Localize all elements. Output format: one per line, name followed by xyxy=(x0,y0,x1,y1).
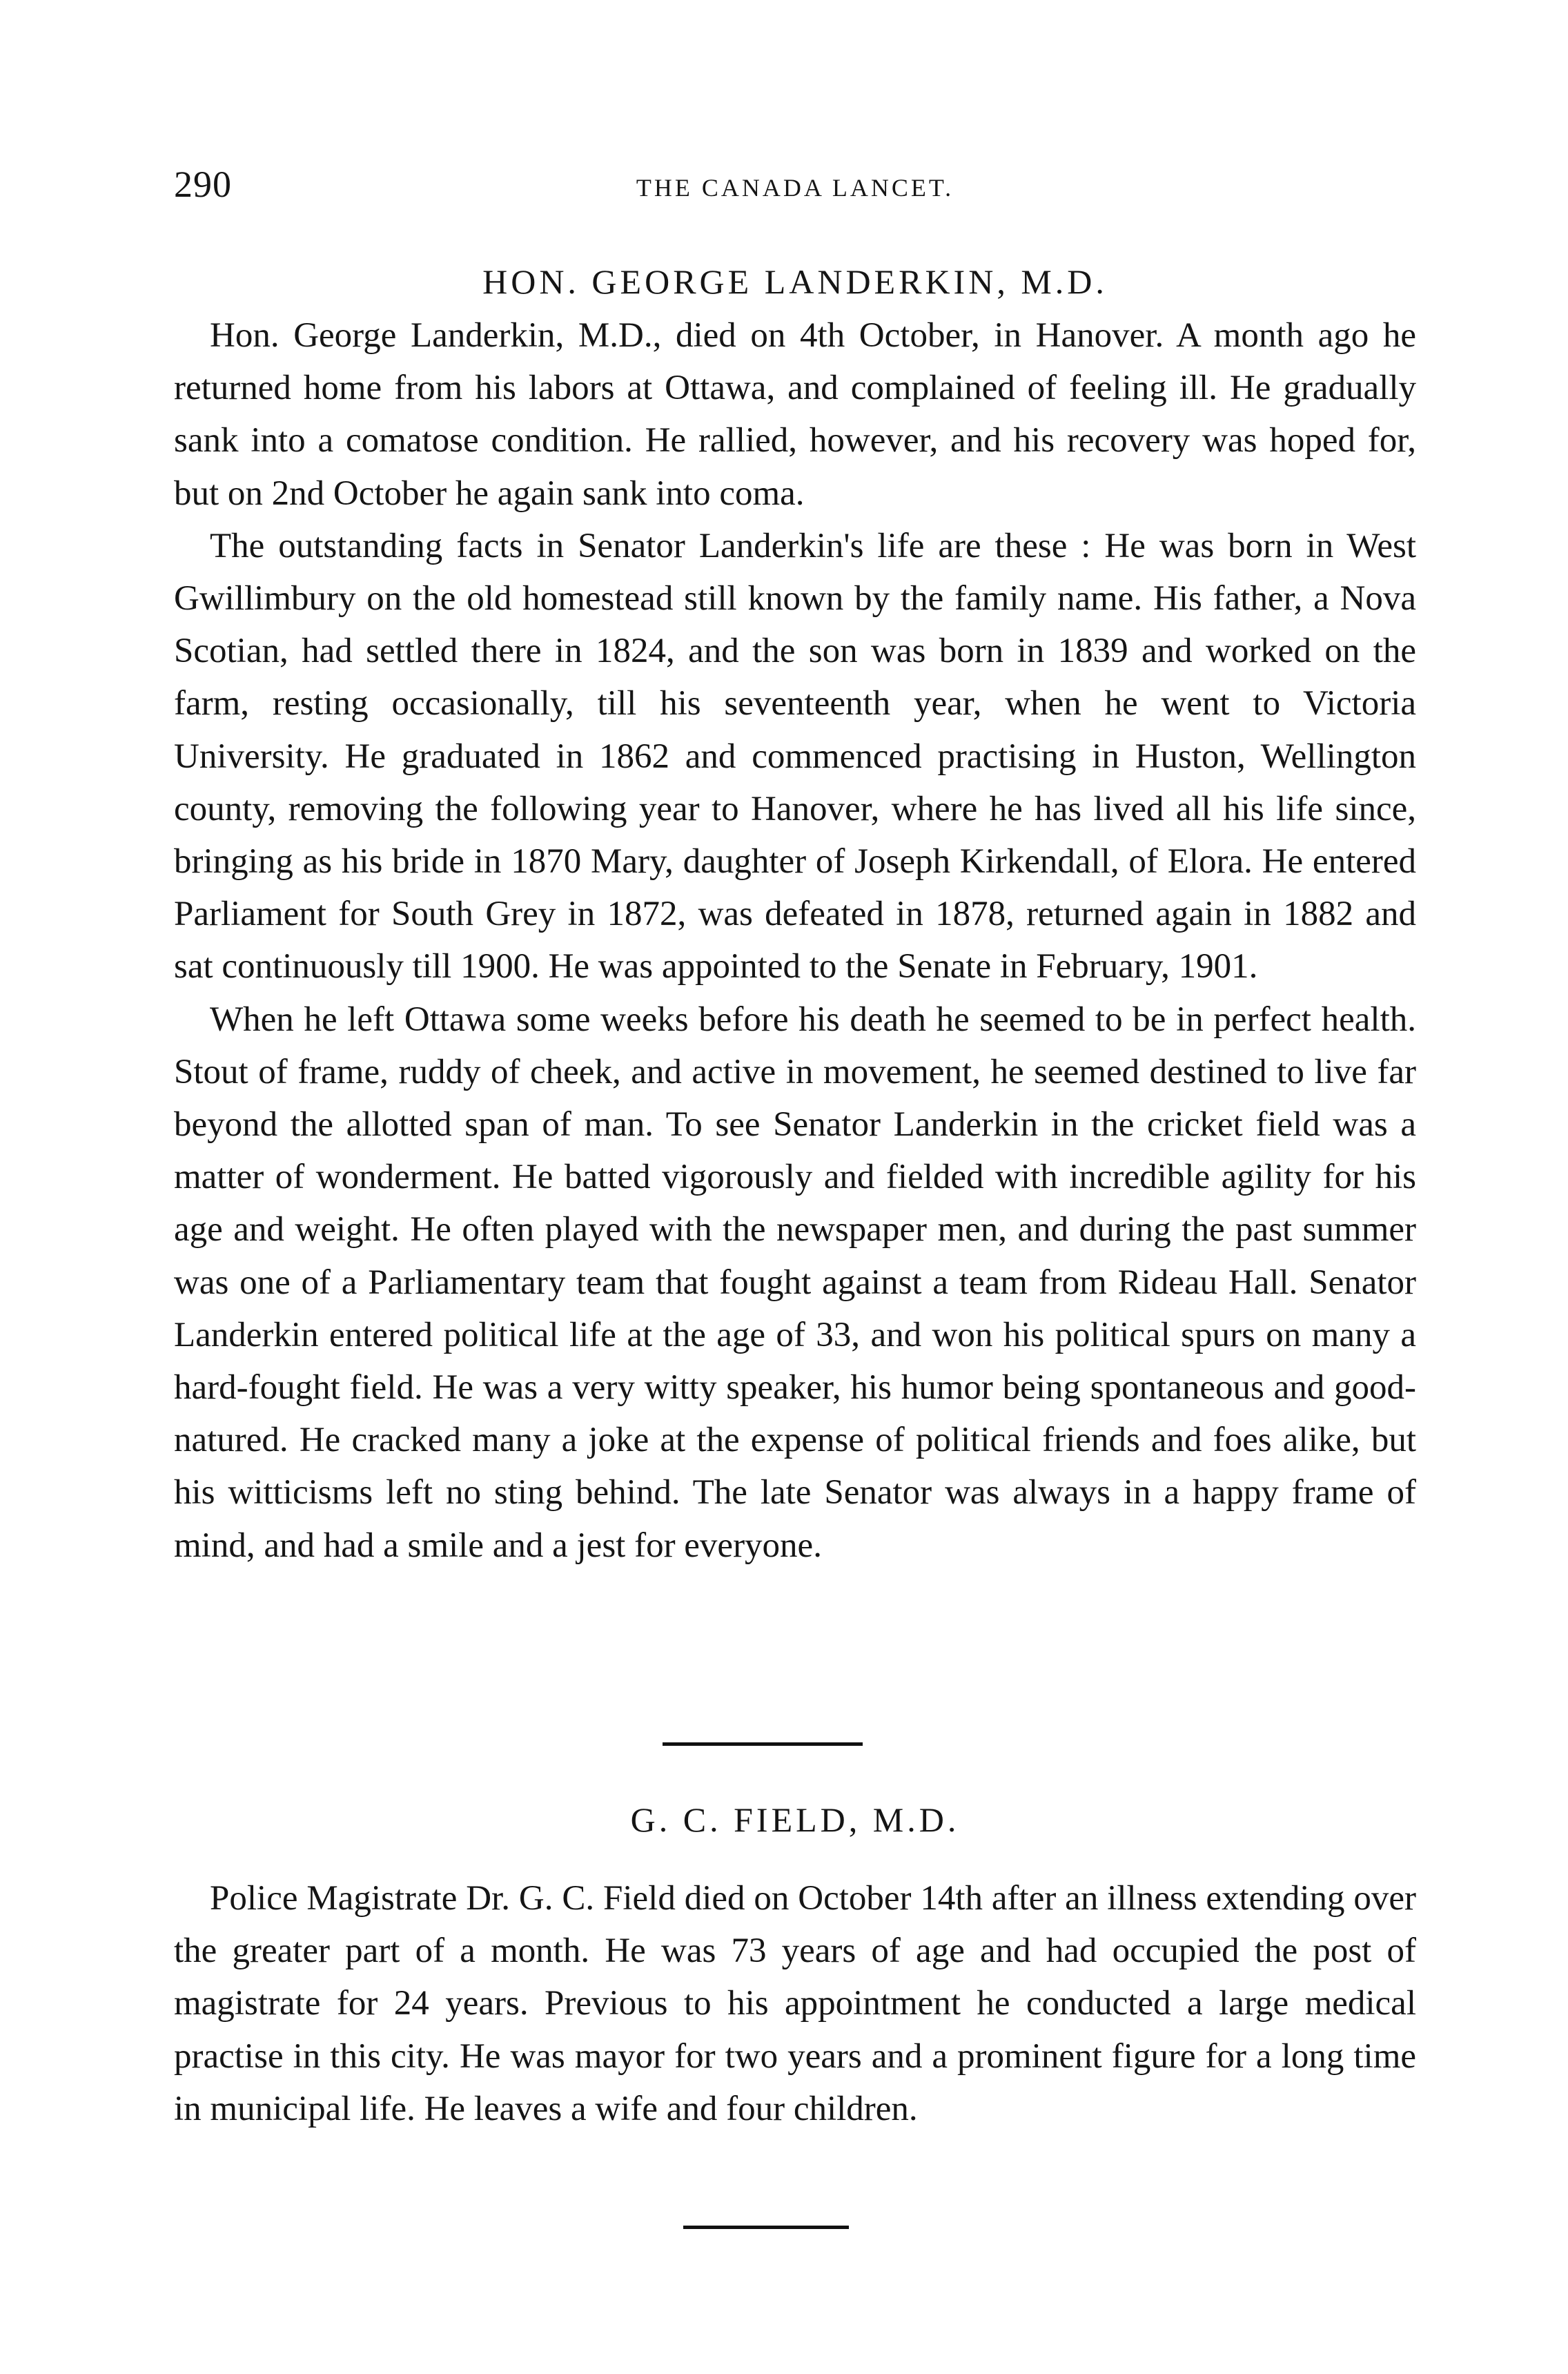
article-title: G. C. FIELD, M.D. xyxy=(630,1800,960,1839)
article-paragraph: Police Magistrate Dr. G. C. Field died on October 14th after an illness extending over the greater part of a month. He was 73 years of age and had occupied the post of magistrate for 24 years. Previous to his appointment he conducted a large medical practise in this city. He was mayor for two years and a prominent figure for a long time in municipal life. He leaves a wife and four children. xyxy=(174,1879,1416,2128)
section-divider xyxy=(663,1742,863,1746)
page-header xyxy=(174,160,1416,215)
article-title: HON. GEORGE LANDERKIN, M.D. xyxy=(482,262,1108,301)
article-paragraph: When he left Ottawa some weeks before his death he seemed to be in perfect health. Stout of frame, ruddy of cheek, and active in movement, he seemed destined to live far beyond the allotted span of man. To see Senator Landerkin in the cricket field was a matter of wonderment. He batted vigorously and fielded with incredible agility for his age and weight. He often played with the newspaper men, and during the past summer was one of a Parliamentary team that fought against a team from Rideau Hall. Senator Landerkin entered political life at the age of 33, and won his political spurs on many a hard-fought field. He was a very witty speaker, his humor being spontaneous and good-natured. He cracked many a joke at the expense of political friends and foes alike, but his witticisms left no sting behind. The late Senator was always in a happy frame of mind, and had a smile and a jest for everyone. xyxy=(174,1000,1416,1565)
page-number: 290 xyxy=(174,164,232,205)
article-paragraph: Hon. George Landerkin, M.D., died on 4th October, in Hanover. A month ago he returned home from his labors at Ottawa, and complained of feeling ill. He gradually sank into a comatose condition. He rallied, however, and his recovery was hoped for, but on 2nd October he again sank into coma. xyxy=(174,316,1416,513)
end-divider xyxy=(683,2226,849,2229)
article-paragraph: The outstanding facts in Senator Landerkin's life are these : He was born in West Gwillimbury on the old homestead still known by the family name. His father, a Nova Scotian, had settled there in 1824, and the son was born in 1839 and worked on the farm, resting occasionally, till his seventeenth year, when he went to Victoria University. He graduated in 1862 and commenced practising in Huston, Wellington county, removing the following year to Hanover, where he has lived all his life since, bringing as his bride in 1870 Mary, daughter of Joseph Kirkendall, of Elora. He entered Parliament for South Grey in 1872, was defeated in 1878, returned again in 1882 and sat continuously till 1900. He was appointed to the Senate in February, 1901. xyxy=(174,526,1416,986)
obituary-landerkin xyxy=(174,255,1416,1572)
running-head: THE CANADA LANCET. xyxy=(636,174,954,202)
obituary-field xyxy=(174,1793,1416,2135)
